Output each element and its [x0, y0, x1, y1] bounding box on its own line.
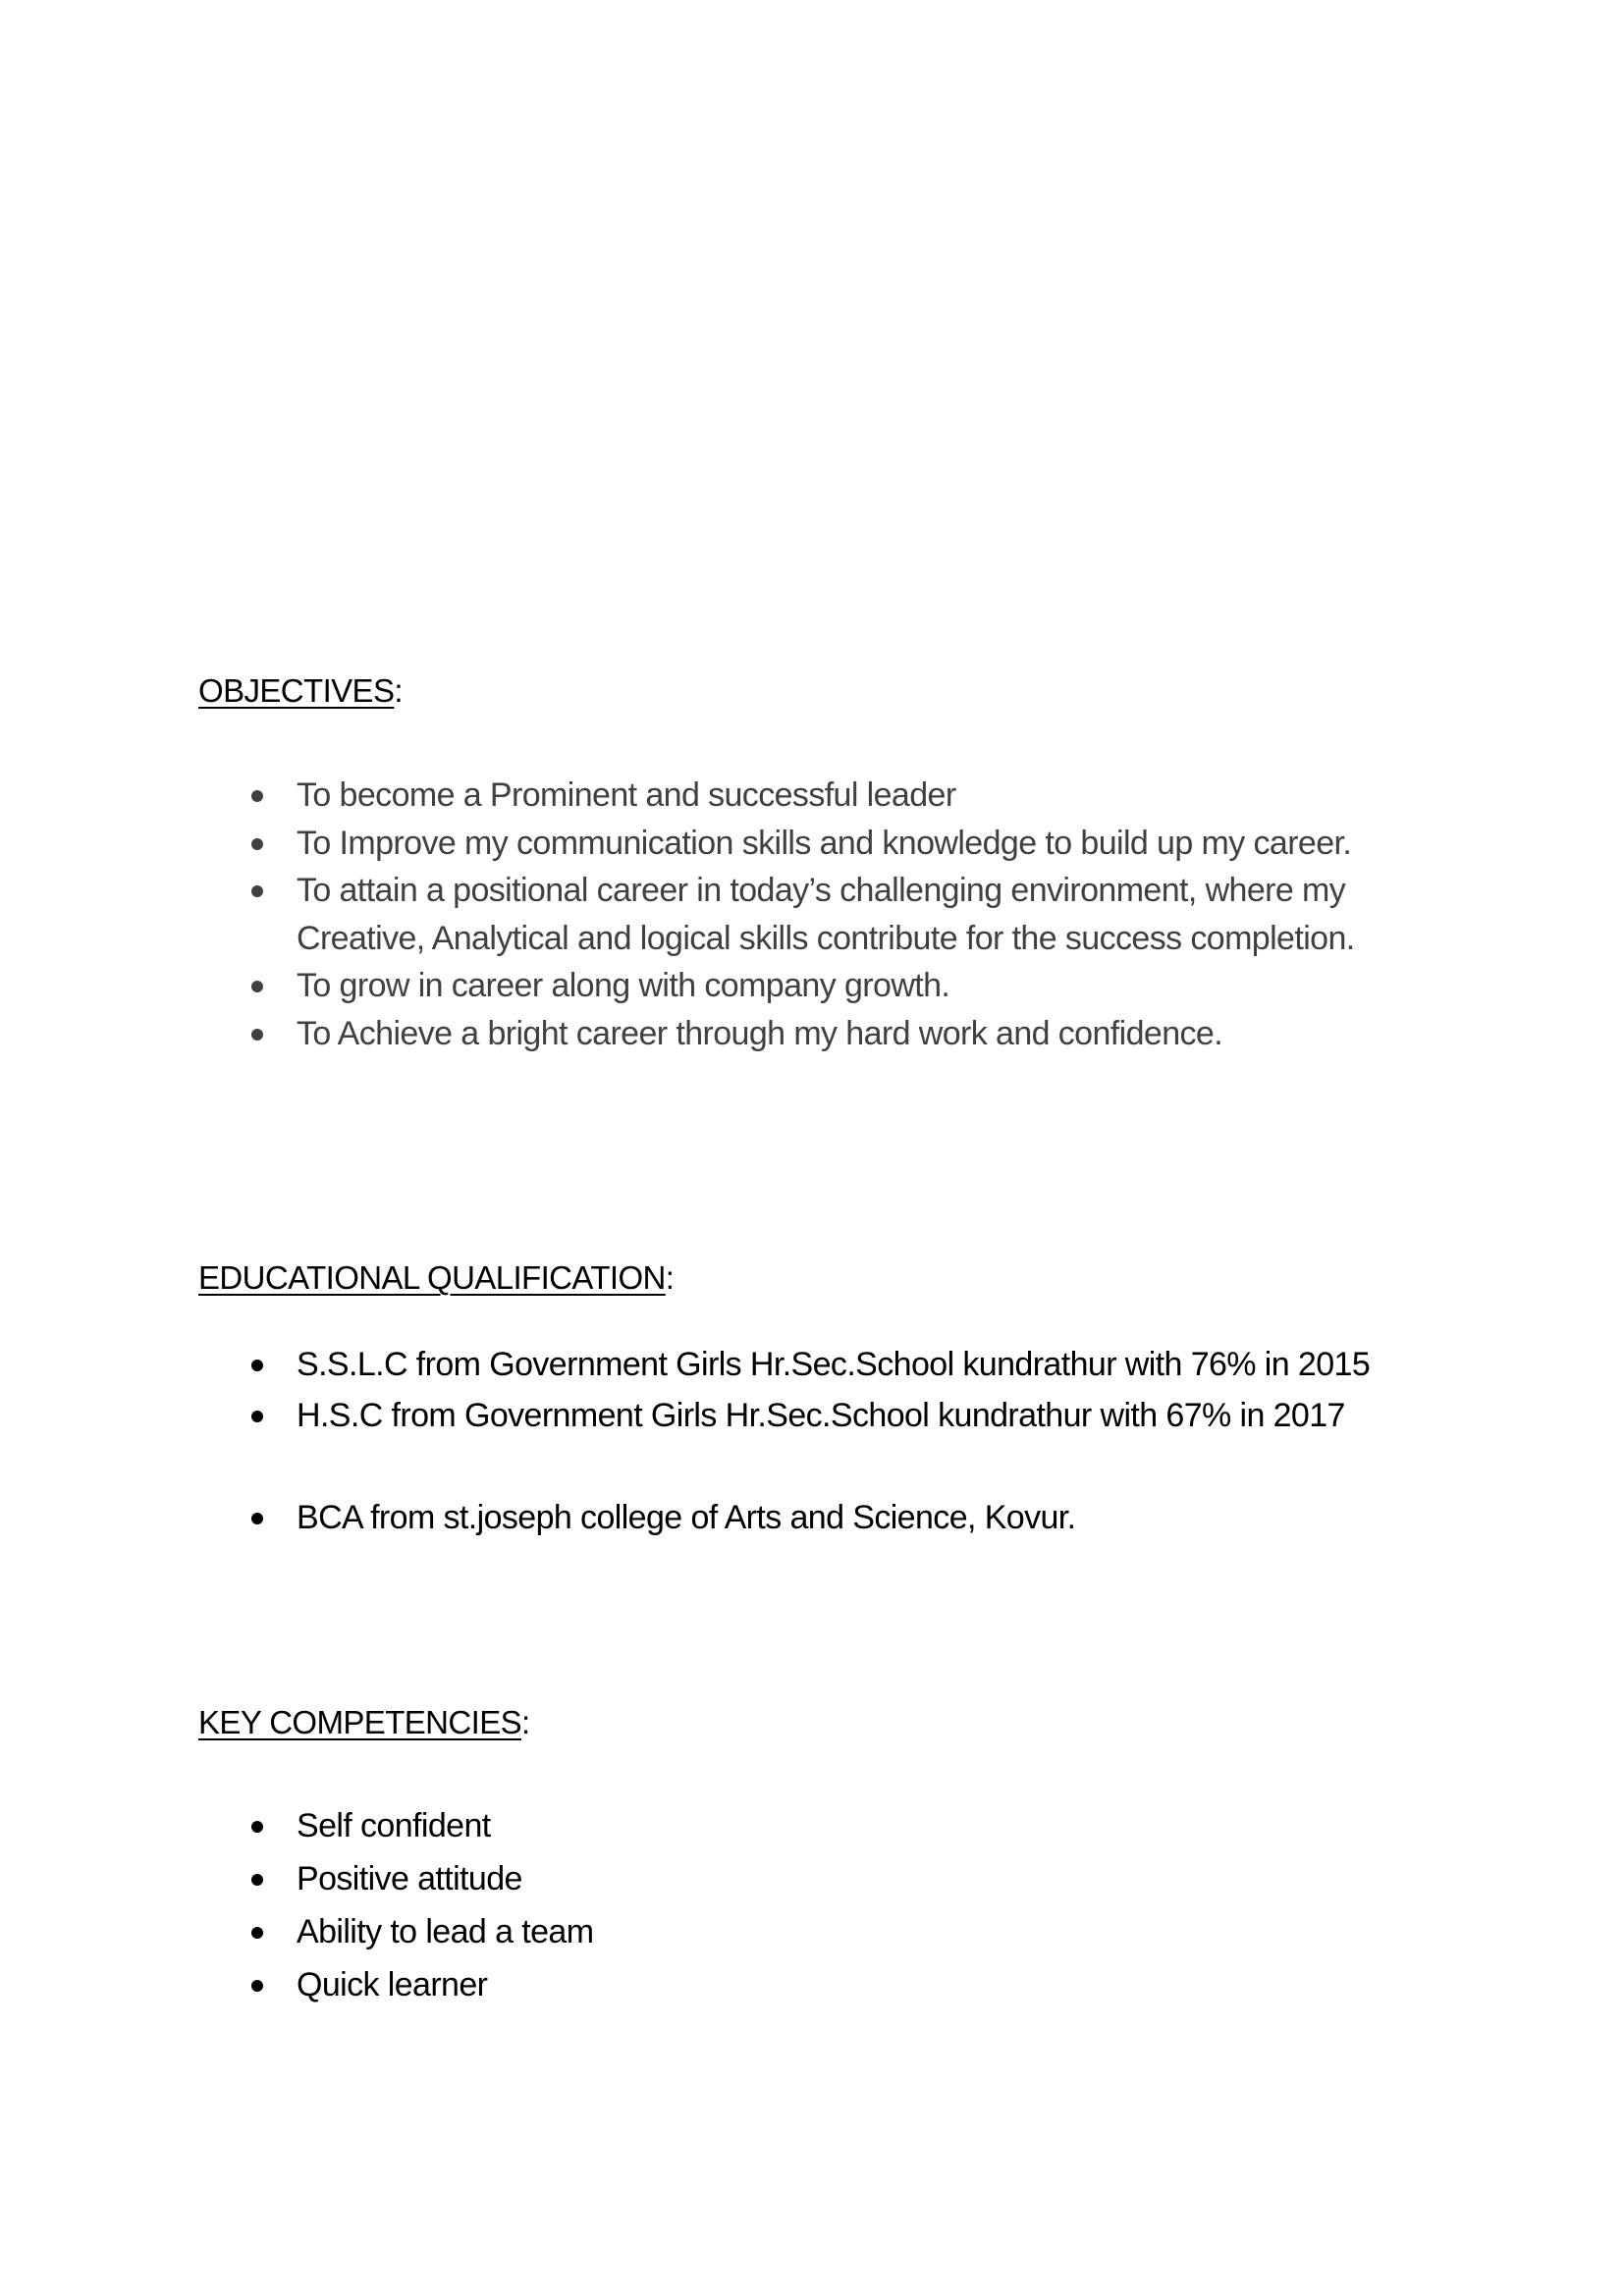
competency-item	[0, 1799, 1435, 1852]
objective-item	[0, 1010, 1406, 1058]
objectives-heading	[198, 671, 403, 711]
education-text: BCA from st.joseph college of Arts and Science, Kovur.	[297, 1499, 1076, 1536]
bullet-icon	[251, 1029, 263, 1041]
competency-text: Self confident	[297, 1807, 491, 1844]
objectives-heading-label: OBJECTIVES	[198, 672, 395, 709]
competency-item	[0, 1905, 1435, 1958]
education-text: H.S.C from Government Girls Hr.Sec.School kundrathur with 67% in 2017	[297, 1397, 1345, 1434]
education-text: S.S.L.C from Government Girls Hr.Sec.School kundrathur with 76% in 2015	[297, 1346, 1371, 1383]
bullet-icon	[251, 1927, 263, 1939]
objective-text: To Achieve a bright career through my hard work and confidence.	[297, 1014, 1223, 1052]
competency-item	[0, 1958, 1435, 2011]
competencies-list	[0, 1799, 1435, 2011]
objective-item	[0, 772, 1406, 820]
competency-text: Quick learner	[297, 1966, 488, 2003]
objective-text: To grow in career along with company growth.	[297, 967, 950, 1004]
competencies-heading	[198, 1703, 530, 1742]
competency-text: Positive attitude	[297, 1860, 522, 1897]
bullet-icon	[251, 1360, 263, 1371]
objective-text: To become a Prominent and successful leader	[297, 776, 956, 814]
bullet-icon	[251, 790, 263, 802]
competencies-heading-colon: :	[521, 1704, 530, 1740]
education-item	[0, 1339, 1455, 1390]
objective-text: To Improve my communication skills and knowledge to build up my career.	[297, 824, 1352, 862]
bullet-icon	[251, 1980, 263, 1992]
objective-item	[0, 962, 1406, 1010]
bullet-icon	[251, 981, 263, 992]
competency-item	[0, 1852, 1435, 1905]
bullet-icon	[251, 838, 263, 850]
bullet-icon	[251, 1513, 263, 1524]
objective-item	[0, 820, 1406, 868]
education-item	[0, 1390, 1455, 1441]
education-heading-colon: :	[665, 1259, 675, 1296]
competencies-heading-label: KEY COMPETENCIES	[198, 1704, 522, 1740]
objective-text: To attain a positional career in today’s challenging environment, where my Creative, Analytical and logical skills contribute for the success completion.	[297, 872, 1355, 957]
objectives-heading-colon: :	[394, 672, 403, 709]
education-list	[0, 1339, 1455, 1543]
competency-text: Ability to lead a team	[297, 1913, 594, 1950]
education-item	[0, 1492, 1455, 1543]
bullet-icon	[251, 1874, 263, 1886]
bullet-icon	[251, 1411, 263, 1422]
bullet-icon	[251, 885, 263, 897]
objectives-list	[0, 772, 1406, 1057]
education-heading	[198, 1258, 674, 1298]
objective-item	[0, 867, 1406, 962]
bullet-icon	[251, 1821, 263, 1833]
education-heading-label: EDUCATIONAL QUALIFICATION	[198, 1259, 666, 1296]
